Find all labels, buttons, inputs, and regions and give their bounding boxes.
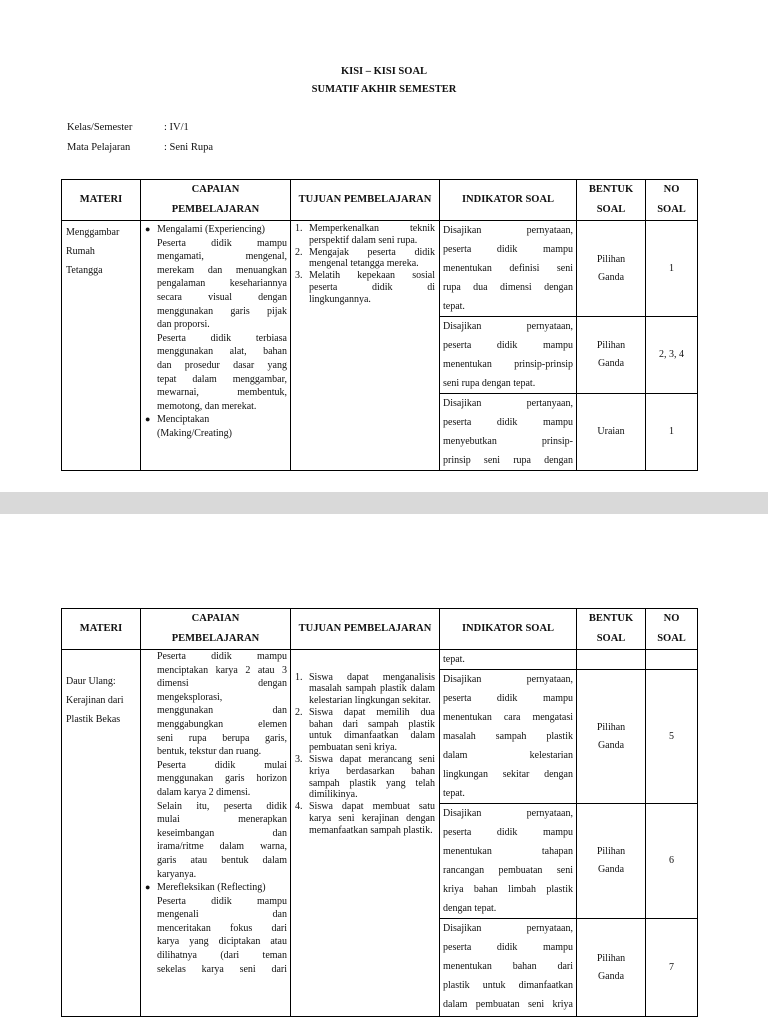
bentuk-cell: Pilihan Ganda (577, 221, 646, 317)
bentuk-cell: Pilihan Ganda (577, 670, 646, 804)
document-page-1 (0, 0, 768, 492)
no-cell: 1 (646, 221, 698, 317)
bentuk-cell: Pilihan Ganda (577, 804, 646, 919)
col-bentuk: BENTUK SOAL (577, 180, 646, 221)
indikator-cell: Disajikan pernyataan, peserta didik mampu menentukan cara mengatasi masalah sampah plastik dalam kelestarian lingkungan sekitar dengan tepat. (440, 670, 577, 804)
no-cell: 2, 3, 4 (646, 317, 698, 394)
indikator-cell: Disajikan pernyataan, peserta didik mampu menentukan tahapan rancangan pembuatan seni kriya bahan limbah plastik dengan tepat. (440, 804, 577, 919)
col-no: NO SOAL (646, 609, 698, 650)
col-materi: MATERI (62, 609, 141, 650)
col-capaian: CAPAIAN PEMBELAJARAN (141, 180, 291, 221)
tujuan-cell: 1. Siswa dapat menganalisis masalah sampah plastik dalam kelestarian lingkungan sekitar. 2. Siswa dapat memilih dua bahan dari sampah plastik untuk dimanfaatkan dalam pembuatan seni kriya. 3. Siswa dapat merancang seni kriya berdasarkan bahan sampah plastik yang telah dimilikinya. 4. Siswa dapat membuat satu karya seni kerajinan dengan memanfaatkan sampah plastik. (291, 670, 440, 1017)
mapel-value: : Seni Rupa (164, 142, 213, 153)
col-no: NO SOAL (646, 180, 698, 221)
no-cell: 7 (646, 919, 698, 1017)
table-header-row (62, 180, 698, 221)
document-page-2 (0, 514, 768, 1024)
capaian-cell: Peserta didik mampu menciptakan karya 2 atau 3 dimensi dengan mengeksplorasi, menggunakan dan menggabungkan elemen seni rupa berupa garis, bentuk, tekstur dan ruang. Peserta didik mulai menggunakan garis horizon dalam karya 2 dimensi. Selain itu, peserta didik mulai menerapkan keseimbangan dan irama/ritme dalam warna, garis atau bentuk dalam karyanya. ● Merefleksikan (Reflecting) Peserta didik mampu mengenali dan menceritakan fokus dari karya yang diciptakan atau dilihatnya (dari teman sekelas karya seni dari (141, 650, 291, 1017)
col-indikator: INDIKATOR SOAL (440, 180, 577, 221)
table-header-row (62, 609, 698, 650)
col-tujuan: TUJUAN PEMBELAJARAN (291, 180, 440, 221)
no-cell: 6 (646, 804, 698, 919)
table-row (62, 221, 698, 317)
indikator-cell: Disajikan pernyataan, peserta didik mampu menentukan prinsip-prinsip seni rupa dengan tepat. (440, 317, 577, 394)
kelas-label: Kelas/Semester (67, 122, 133, 133)
kelas-value: : IV/1 (164, 122, 189, 133)
capaian-cell: ● Mengalami (Experiencing) Peserta didik mampu mengamati, mengenal, merekam dan menuangkan pengalaman kesehariannya secara visual dengan menggunakan garis pijak dan proporsi. Peserta didik terbiasa menggunakan alat, bahan dan prosedur dasar yang tepat dalam menggambar, mewarnai, membentuk, memotong, dan merekat. ● Menciptakan (Making/Creating) (141, 221, 291, 471)
col-indikator: INDIKATOR SOAL (440, 609, 577, 650)
bullet-icon: ● (145, 224, 151, 234)
bullet-icon: ● (145, 414, 151, 425)
document-title: KISI – KISI SOAL (340, 66, 428, 77)
bullet-icon: ● (145, 882, 151, 893)
col-tujuan: TUJUAN PEMBELAJARAN (291, 609, 440, 650)
indikator-cell: tepat. (440, 650, 577, 670)
kisi-table-2 (61, 608, 698, 1017)
bentuk-cell: Pilihan Ganda (577, 919, 646, 1017)
indikator-cell: Disajikan pernyataan, peserta didik mampu menentukan definisi seni rupa dua dimensi dengan tepat. (440, 221, 577, 317)
bentuk-cell: Pilihan Ganda (577, 317, 646, 394)
indikator-cell: Disajikan pernyataan, peserta didik mampu menentukan bahan dari plastik untuk dimanfaatkan dalam pembuatan seni kriya (440, 919, 577, 1017)
bentuk-cell: Uraian (577, 394, 646, 471)
no-cell: 1 (646, 394, 698, 471)
indikator-cell: Disajikan pertanyaan, peserta didik mampu menyebutkan prinsip- prinsip seni rupa dengan (440, 394, 577, 471)
document-subtitle: SUMATIF AKHIR SEMESTER (311, 84, 457, 95)
col-capaian: CAPAIAN PEMBELAJARAN (141, 609, 291, 650)
table-row (62, 650, 698, 670)
kisi-table-1 (61, 179, 698, 471)
mapel-label: Mata Pelajaran (67, 142, 131, 153)
no-cell: 5 (646, 670, 698, 804)
col-materi: MATERI (62, 180, 141, 221)
col-bentuk: BENTUK SOAL (577, 609, 646, 650)
tujuan-cell: 1. Memperkenalkan teknik perspektif dalam seni rupa. 2. Mengajak peserta didik mengenal tetangga mereka. 3. Melatih kepekaan sosial peserta didik di lingkungannya. (291, 221, 440, 471)
materi-cell: Menggambar Rumah Tetangga (62, 221, 141, 471)
materi-cell: Daur Ulang: Kerajinan dari Plastik Bekas (62, 670, 141, 1017)
